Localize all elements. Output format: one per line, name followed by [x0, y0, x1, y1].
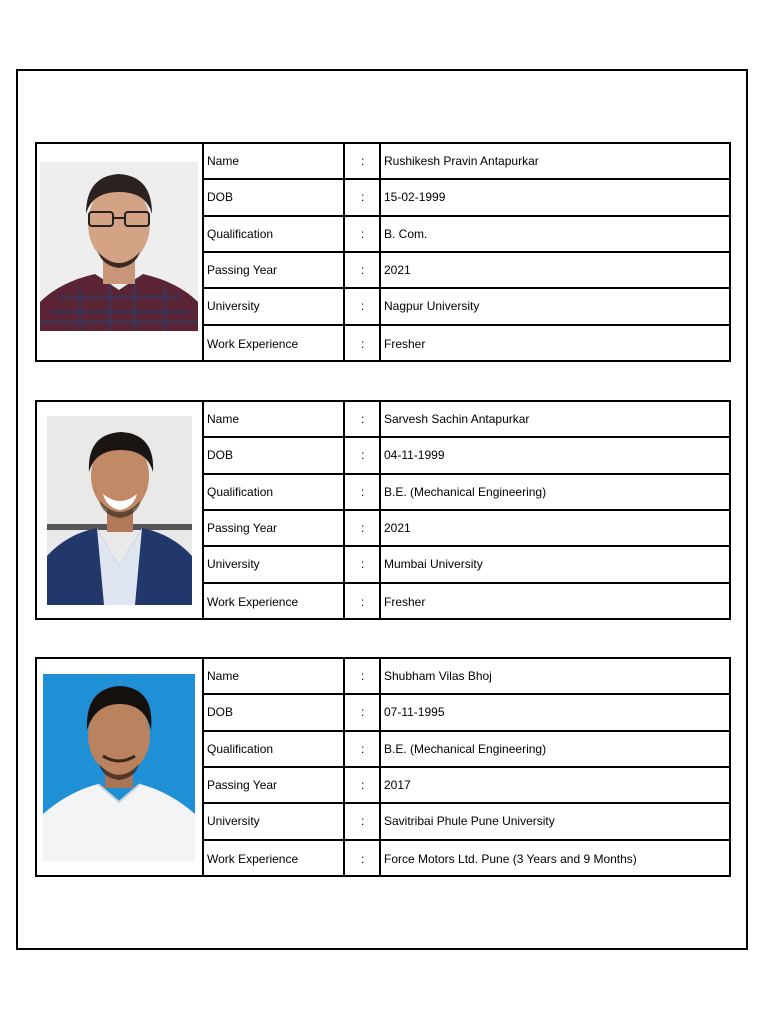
value-university: Savitribai Phule Pune University	[384, 814, 555, 829]
label-university: University	[207, 299, 260, 314]
colon: :	[361, 521, 365, 536]
label-name: Name	[207, 154, 240, 169]
label-qualification: Qualification	[207, 226, 274, 241]
profile-details-2	[204, 402, 729, 618]
label-qualification: Qualification	[207, 741, 274, 756]
value-name: Rushikesh Pravin Antapurkar	[384, 154, 539, 169]
value-name: Sarvesh Sachin Antapurkar	[384, 412, 530, 427]
value-work-experience: Fresher	[384, 594, 426, 609]
profile-photo-3	[43, 674, 195, 861]
label-name: Name	[207, 669, 240, 684]
colon: :	[361, 557, 365, 572]
profile-photo-2	[47, 416, 192, 605]
row-work-experience	[204, 584, 729, 620]
colon: :	[361, 263, 365, 278]
value-dob: 04-11-1999	[384, 448, 445, 463]
row-work-experience	[204, 841, 729, 877]
value-dob: 15-02-1999	[384, 190, 446, 205]
row-qualification	[204, 217, 729, 253]
row-university	[204, 547, 729, 583]
value-passing-year: 2021	[384, 521, 411, 536]
row-passing-year	[204, 511, 729, 547]
row-dob	[204, 180, 729, 216]
value-qualification: B. Com.	[384, 226, 428, 241]
label-passing-year: Passing Year	[207, 263, 278, 278]
colon: :	[361, 299, 365, 314]
colon: :	[361, 336, 365, 351]
row-qualification	[204, 475, 729, 511]
value-work-experience: Force Motors Ltd. Pune (3 Years and 9 Months)	[384, 851, 637, 866]
row-name	[204, 144, 729, 180]
label-qualification: Qualification	[207, 484, 274, 499]
colon: :	[361, 190, 365, 205]
row-work-experience	[204, 326, 729, 362]
colon: :	[361, 226, 365, 241]
value-passing-year: 2017	[384, 778, 411, 793]
value-qualification: B.E. (Mechanical Engineering)	[384, 741, 547, 756]
label-work-experience: Work Experience	[207, 336, 299, 351]
label-university: University	[207, 557, 260, 572]
profile-photo-1	[40, 162, 198, 331]
colon: :	[361, 741, 365, 756]
label-work-experience: Work Experience	[207, 594, 299, 609]
value-passing-year: 2021	[384, 263, 411, 278]
value-university: Mumbai University	[384, 557, 483, 572]
profile-card-3	[35, 657, 731, 877]
row-passing-year	[204, 253, 729, 289]
label-passing-year: Passing Year	[207, 778, 278, 793]
value-university: Nagpur University	[384, 299, 480, 314]
colon: :	[361, 669, 365, 684]
profile-details-3	[204, 659, 729, 875]
colon: :	[361, 594, 365, 609]
photo-cell	[37, 402, 204, 618]
colon: :	[361, 412, 365, 427]
colon: :	[361, 814, 365, 829]
colon: :	[361, 851, 365, 866]
label-dob: DOB	[207, 705, 234, 720]
colon: :	[361, 484, 365, 499]
photo-cell	[37, 659, 204, 875]
value-qualification: B.E. (Mechanical Engineering)	[384, 484, 547, 499]
row-name	[204, 659, 729, 695]
label-dob: DOB	[207, 448, 234, 463]
profile-details-1	[204, 144, 729, 360]
row-qualification	[204, 732, 729, 768]
colon: :	[361, 778, 365, 793]
value-name: Shubham Vilas Bhoj	[384, 669, 492, 684]
row-dob	[204, 695, 729, 731]
label-university: University	[207, 814, 260, 829]
photo-cell	[37, 144, 204, 360]
row-university	[204, 289, 729, 325]
label-work-experience: Work Experience	[207, 851, 299, 866]
label-name: Name	[207, 412, 240, 427]
row-passing-year	[204, 768, 729, 804]
row-dob	[204, 438, 729, 474]
row-name	[204, 402, 729, 438]
colon: :	[361, 154, 365, 169]
label-dob: DOB	[207, 190, 234, 205]
value-dob: 07-11-1995	[384, 705, 445, 720]
label-passing-year: Passing Year	[207, 521, 278, 536]
value-work-experience: Fresher	[384, 336, 426, 351]
colon: :	[361, 448, 365, 463]
row-university	[204, 804, 729, 840]
profile-card-2	[35, 400, 731, 620]
colon: :	[361, 705, 365, 720]
profile-card-1	[35, 142, 731, 362]
